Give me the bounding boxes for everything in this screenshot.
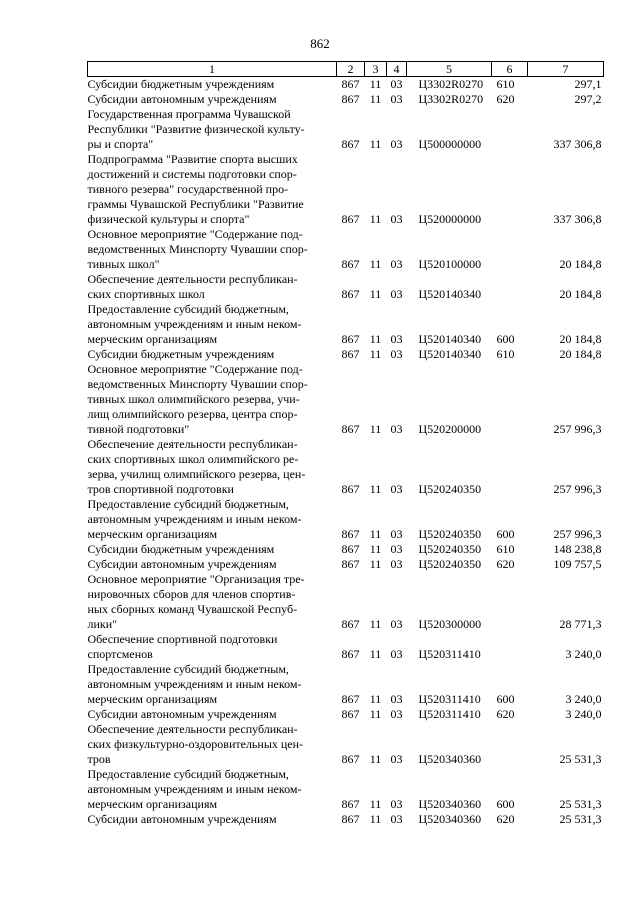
cell-target-article: Ц520140340 bbox=[418, 347, 482, 361]
table-row bbox=[88, 107, 604, 152]
cell-section: 11 bbox=[369, 137, 382, 151]
cell-ministry-code: 867 bbox=[341, 707, 360, 721]
row-description: Субсидии автономным учреждениям bbox=[87, 557, 277, 571]
cell-section: 11 bbox=[369, 752, 382, 766]
cell-target-article: Ц520340360 bbox=[418, 797, 482, 811]
table-row bbox=[88, 722, 604, 767]
row-description: Подпрограмма "Развитие спорта высших достижений и системы подготовки спор- тивного резерва" государственной про- граммы Чувашской Республики "Развитие физической культуры и спорта" bbox=[87, 152, 304, 226]
cell-target-article: Ц520140340 bbox=[418, 332, 482, 346]
header-col-2: 2 bbox=[337, 62, 365, 77]
header-row bbox=[88, 62, 604, 77]
row-description: Субсидии бюджетным учреждениям bbox=[87, 347, 275, 361]
table-row bbox=[88, 572, 604, 632]
cell-ministry-code: 867 bbox=[341, 557, 360, 571]
cell-ministry-code: 867 bbox=[341, 92, 360, 106]
cell-ministry-code: 867 bbox=[341, 647, 360, 661]
header-col-6: 6 bbox=[492, 62, 528, 77]
cell-target-article: Ц520340360 bbox=[418, 752, 482, 766]
cell-subsection: 03 bbox=[390, 692, 403, 706]
row-description: Государственная программа Чувашской Республики "Развитие физической культу- ры и спорта" bbox=[87, 107, 305, 151]
cell-expense-type bbox=[492, 722, 528, 767]
table-row bbox=[88, 362, 604, 437]
header-col-5: 5 bbox=[407, 62, 492, 77]
cell-section: 11 bbox=[369, 77, 382, 91]
cell-expense-type bbox=[492, 227, 528, 272]
cell-amount: 337 306,8 bbox=[553, 212, 602, 226]
cell-subsection: 03 bbox=[390, 92, 403, 106]
cell-amount: 257 996,3 bbox=[553, 527, 602, 541]
cell-target-article: Ц520240350 bbox=[418, 527, 482, 541]
cell-section: 11 bbox=[369, 257, 382, 271]
cell-expense-type bbox=[492, 437, 528, 497]
cell-subsection: 03 bbox=[390, 527, 403, 541]
cell-subsection: 03 bbox=[390, 422, 403, 436]
table-body bbox=[88, 77, 604, 828]
cell-target-article: Ц520300000 bbox=[418, 617, 482, 631]
table-row bbox=[88, 707, 604, 722]
row-description: Предоставление субсидий бюджетным, автономным учреждениям и иным неком- мерческим организациям bbox=[87, 767, 302, 811]
cell-section: 11 bbox=[369, 707, 382, 721]
table-row bbox=[88, 542, 604, 557]
cell-expense-type: 620 bbox=[496, 707, 515, 721]
cell-amount: 3 240,0 bbox=[565, 692, 602, 706]
cell-ministry-code: 867 bbox=[341, 692, 360, 706]
cell-ministry-code: 867 bbox=[341, 287, 360, 301]
cell-amount: 3 240,0 bbox=[565, 707, 602, 721]
cell-amount: 257 996,3 bbox=[553, 422, 602, 436]
cell-ministry-code: 867 bbox=[341, 527, 360, 541]
row-description: Предоставление субсидий бюджетным, автономным учреждениям и иным неком- мерческим организациям bbox=[87, 662, 302, 706]
cell-amount: 25 531,3 bbox=[559, 812, 602, 826]
table-row bbox=[88, 77, 604, 93]
cell-subsection: 03 bbox=[390, 77, 403, 91]
cell-ministry-code: 867 bbox=[341, 212, 360, 226]
table-row bbox=[88, 227, 604, 272]
cell-expense-type: 610 bbox=[496, 77, 515, 91]
cell-ministry-code: 867 bbox=[341, 347, 360, 361]
cell-amount: 297,2 bbox=[574, 92, 602, 106]
cell-ministry-code: 867 bbox=[341, 422, 360, 436]
cell-ministry-code: 867 bbox=[341, 812, 360, 826]
cell-subsection: 03 bbox=[390, 617, 403, 631]
table-row bbox=[88, 557, 604, 572]
row-description: Обеспечение деятельности республикан- ских спортивных школ bbox=[87, 272, 298, 301]
cell-section: 11 bbox=[369, 212, 382, 226]
cell-section: 11 bbox=[369, 812, 382, 826]
cell-ministry-code: 867 bbox=[341, 332, 360, 346]
cell-section: 11 bbox=[369, 527, 382, 541]
cell-target-article: Ц520311410 bbox=[418, 692, 481, 706]
cell-expense-type bbox=[492, 632, 528, 662]
cell-subsection: 03 bbox=[390, 812, 403, 826]
cell-target-article: Ц520340360 bbox=[418, 812, 482, 826]
cell-expense-type bbox=[492, 272, 528, 302]
header-col-7: 7 bbox=[528, 62, 604, 77]
cell-target-article: Ц3302R0270 bbox=[418, 92, 484, 106]
cell-section: 11 bbox=[369, 542, 382, 556]
row-description: Субсидии бюджетным учреждениям bbox=[87, 542, 275, 556]
cell-subsection: 03 bbox=[390, 212, 403, 226]
table-row bbox=[88, 272, 604, 302]
table-row bbox=[88, 302, 604, 347]
cell-ministry-code: 867 bbox=[341, 482, 360, 496]
cell-target-article: Ц520240350 bbox=[418, 557, 482, 571]
table-header bbox=[88, 62, 604, 77]
budget-table bbox=[87, 61, 604, 827]
table-row bbox=[88, 662, 604, 707]
table-row bbox=[88, 812, 604, 827]
page-number: 862 bbox=[310, 36, 330, 51]
cell-expense-type: 620 bbox=[496, 812, 515, 826]
cell-subsection: 03 bbox=[390, 647, 403, 661]
cell-ministry-code: 867 bbox=[341, 137, 360, 151]
cell-amount: 25 531,3 bbox=[559, 797, 602, 811]
cell-ministry-code: 867 bbox=[341, 752, 360, 766]
row-description: Обеспечение деятельности республикан- ских спортивных школ олимпийского ре- зерва, училищ олимпийского резерва, цен- тров спортивной подготовки bbox=[87, 437, 306, 496]
row-description: Субсидии автономным учреждениям bbox=[87, 707, 277, 721]
cell-amount: 20 184,8 bbox=[559, 332, 602, 346]
table-row bbox=[88, 437, 604, 497]
cell-amount: 148 238,8 bbox=[553, 542, 602, 556]
cell-amount: 20 184,8 bbox=[559, 257, 602, 271]
cell-expense-type bbox=[492, 362, 528, 437]
row-description: Основное мероприятие "Содержание под- ведомственных Минспорту Чувашии спор- тивных школ" bbox=[87, 227, 308, 271]
cell-amount: 257 996,3 bbox=[553, 482, 602, 496]
cell-expense-type: 620 bbox=[496, 557, 515, 571]
cell-amount: 25 531,3 bbox=[559, 752, 602, 766]
table-row bbox=[88, 497, 604, 542]
cell-target-article: Ц500000000 bbox=[418, 137, 482, 151]
cell-amount: 20 184,8 bbox=[559, 287, 602, 301]
table-row bbox=[88, 767, 604, 812]
cell-expense-type: 620 bbox=[496, 92, 515, 106]
cell-subsection: 03 bbox=[390, 707, 403, 721]
cell-target-article: Ц520240350 bbox=[418, 542, 482, 556]
row-description: Основное мероприятие "Организация тре- нировочных сборов для членов спортив- ных сборных команд Чувашской Респуб- лики" bbox=[87, 572, 305, 631]
table-row bbox=[88, 632, 604, 662]
row-description: Субсидии автономным учреждениям bbox=[87, 92, 277, 106]
cell-target-article: Ц3302R0270 bbox=[418, 77, 484, 91]
cell-expense-type: 610 bbox=[496, 347, 515, 361]
row-description: Субсидии автономным учреждениям bbox=[87, 812, 277, 826]
header-col-4: 4 bbox=[387, 62, 407, 77]
cell-subsection: 03 bbox=[390, 542, 403, 556]
cell-amount: 109 757,5 bbox=[553, 557, 602, 571]
cell-subsection: 03 bbox=[390, 257, 403, 271]
cell-target-article: Ц520240350 bbox=[418, 482, 482, 496]
cell-subsection: 03 bbox=[390, 287, 403, 301]
cell-subsection: 03 bbox=[390, 137, 403, 151]
cell-amount: 28 771,3 bbox=[559, 617, 602, 631]
cell-ministry-code: 867 bbox=[341, 542, 360, 556]
cell-target-article: Ц520311410 bbox=[418, 647, 481, 661]
cell-subsection: 03 bbox=[390, 332, 403, 346]
table-row bbox=[88, 92, 604, 107]
cell-target-article: Ц520000000 bbox=[418, 212, 482, 226]
cell-expense-type bbox=[492, 107, 528, 152]
row-description: Обеспечение деятельности республикан- ских физкультурно-оздоровительных цен- тров bbox=[87, 722, 304, 766]
cell-ministry-code: 867 bbox=[341, 617, 360, 631]
header-col-1: 1 bbox=[88, 62, 337, 77]
cell-ministry-code: 867 bbox=[341, 797, 360, 811]
cell-section: 11 bbox=[369, 92, 382, 106]
cell-section: 11 bbox=[369, 332, 382, 346]
cell-subsection: 03 bbox=[390, 752, 403, 766]
cell-subsection: 03 bbox=[390, 557, 403, 571]
row-description: Обеспечение спортивной подготовки спортсменов bbox=[87, 632, 278, 661]
cell-target-article: Ц520140340 bbox=[418, 287, 482, 301]
row-description: Субсидии бюджетным учреждениям bbox=[87, 77, 275, 91]
header-col-3: 3 bbox=[365, 62, 387, 77]
cell-section: 11 bbox=[369, 647, 382, 661]
cell-target-article: Ц520100000 bbox=[418, 257, 482, 271]
cell-amount: 297,1 bbox=[574, 77, 602, 91]
cell-ministry-code: 867 bbox=[341, 257, 360, 271]
cell-section: 11 bbox=[369, 797, 382, 811]
cell-subsection: 03 bbox=[390, 482, 403, 496]
table-row bbox=[88, 152, 604, 227]
cell-subsection: 03 bbox=[390, 347, 403, 361]
cell-target-article: Ц520311410 bbox=[418, 707, 481, 721]
cell-target-article: Ц520200000 bbox=[418, 422, 482, 436]
row-description: Предоставление субсидий бюджетным, автономным учреждениям и иным неком- мерческим организациям bbox=[87, 497, 302, 541]
cell-expense-type bbox=[492, 572, 528, 632]
row-description: Основное мероприятие "Содержание под- ведомственных Минспорту Чувашии спор- тивных школ олимпийского резерва, учи- лищ олимпийского резерва, центра спор- тивной подготовки" bbox=[87, 362, 308, 436]
cell-expense-type: 610 bbox=[496, 542, 515, 556]
cell-section: 11 bbox=[369, 422, 382, 436]
cell-expense-type bbox=[492, 152, 528, 227]
cell-amount: 3 240,0 bbox=[565, 647, 602, 661]
cell-section: 11 bbox=[369, 347, 382, 361]
cell-section: 11 bbox=[369, 482, 382, 496]
cell-section: 11 bbox=[369, 617, 382, 631]
cell-ministry-code: 867 bbox=[341, 77, 360, 91]
cell-section: 11 bbox=[369, 557, 382, 571]
cell-amount: 20 184,8 bbox=[559, 347, 602, 361]
cell-section: 11 bbox=[369, 692, 382, 706]
cell-subsection: 03 bbox=[390, 797, 403, 811]
cell-expense-type: 600 bbox=[496, 332, 515, 346]
row-description: Предоставление субсидий бюджетным, автономным учреждениям и иным неком- мерческим организациям bbox=[87, 302, 302, 346]
cell-amount: 337 306,8 bbox=[553, 137, 602, 151]
table-row bbox=[88, 347, 604, 362]
cell-expense-type: 600 bbox=[496, 692, 515, 706]
cell-expense-type: 600 bbox=[496, 527, 515, 541]
cell-expense-type: 600 bbox=[496, 797, 515, 811]
cell-section: 11 bbox=[369, 287, 382, 301]
